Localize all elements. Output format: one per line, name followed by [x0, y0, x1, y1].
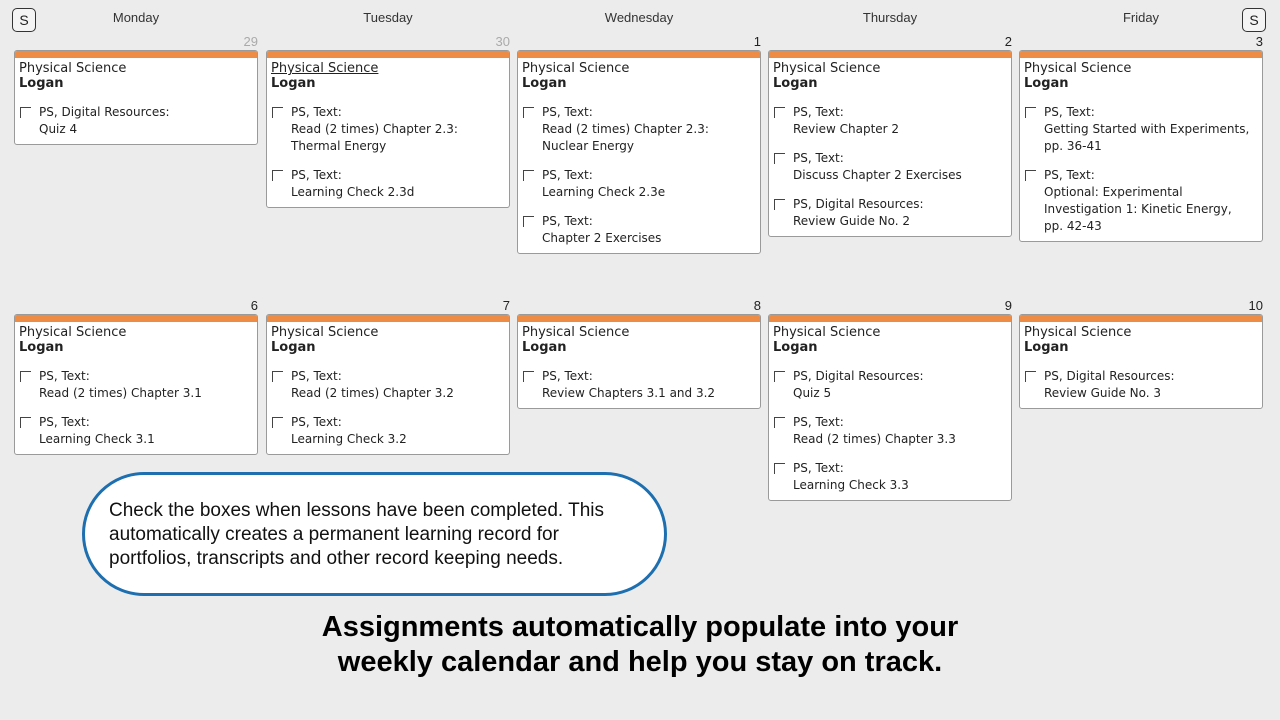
assignment-source: PS, Digital Resources: — [793, 369, 924, 383]
assignment-item — [267, 104, 509, 155]
assignment-source: PS, Text: — [542, 168, 593, 182]
completion-checkbox[interactable] — [20, 371, 31, 382]
assignment-card-tuesday-w2 — [266, 314, 510, 455]
student-name: Logan — [19, 76, 64, 91]
assignment-text: Read (2 times) Chapter 2.3: — [542, 122, 709, 136]
course-title[interactable]: Physical Science — [19, 325, 127, 340]
callout-line: automatically creates a permanent learning record for — [109, 524, 559, 545]
assignment-source: PS, Text: — [291, 168, 342, 182]
assignment-text: pp. 42-43 — [1044, 219, 1102, 233]
assignment-text: Read (2 times) Chapter 3.3 — [793, 432, 956, 446]
assignment-item — [518, 104, 760, 155]
student-name: Logan — [1024, 76, 1069, 91]
assignment-source: PS, Text: — [291, 105, 342, 119]
completion-checkbox[interactable] — [20, 107, 31, 118]
completion-checkbox[interactable] — [774, 371, 785, 382]
instruction-callout — [82, 472, 667, 596]
assignment-item — [518, 213, 760, 247]
day-header-friday: Friday — [1122, 10, 1160, 25]
card-color-bar — [1020, 51, 1262, 58]
date-number: 10 — [1248, 298, 1263, 313]
assignment-item — [15, 104, 257, 138]
assignment-text: Optional: Experimental — [1044, 185, 1183, 199]
card-color-bar — [267, 315, 509, 322]
date-number: 1 — [753, 34, 761, 49]
day-header-thursday: Thursday — [862, 10, 918, 25]
completion-checkbox[interactable] — [1025, 170, 1036, 181]
assignment-source: PS, Text: — [39, 369, 90, 383]
assignment-source: PS, Digital Resources: — [1044, 369, 1175, 383]
assignment-item — [15, 414, 257, 448]
course-title[interactable]: Physical Science — [1024, 61, 1132, 76]
assignment-text: Quiz 5 — [793, 386, 832, 400]
assignment-source: PS, Digital Resources: — [793, 197, 924, 211]
card-color-bar — [15, 51, 257, 58]
assignment-item — [769, 150, 1011, 184]
assignment-item — [267, 368, 509, 402]
assignment-card-wednesday-w2 — [517, 314, 761, 409]
student-name: Logan — [1024, 340, 1069, 355]
assignment-text: Chapter 2 Exercises — [542, 231, 662, 245]
completion-checkbox[interactable] — [20, 417, 31, 428]
assignment-source: PS, Text: — [542, 369, 593, 383]
student-name: Logan — [522, 76, 567, 91]
card-color-bar — [267, 51, 509, 58]
marketing-tagline — [240, 610, 1040, 680]
assignment-card-wednesday-w1 — [517, 50, 761, 254]
assignment-item — [518, 167, 760, 201]
assignment-source: PS, Text: — [793, 151, 844, 165]
completion-checkbox[interactable] — [774, 463, 785, 474]
card-color-bar — [769, 51, 1011, 58]
card-color-bar — [15, 315, 257, 322]
day-header-tuesday: Tuesday — [363, 10, 413, 25]
tagline-line: weekly calendar and help you stay on track. — [337, 646, 943, 678]
student-name: Logan — [773, 76, 818, 91]
assignment-text: Quiz 4 — [39, 122, 78, 136]
completion-checkbox[interactable] — [1025, 371, 1036, 382]
callout-line: portfolios, transcripts and other record keeping needs. — [109, 548, 564, 569]
assignment-card-monday-w2 — [14, 314, 258, 455]
assignment-text: Review Guide No. 2 — [793, 214, 911, 228]
student-name: Logan — [773, 340, 818, 355]
completion-checkbox[interactable] — [523, 107, 534, 118]
assignment-item — [1020, 167, 1262, 235]
course-title[interactable]: Physical Science — [773, 61, 881, 76]
assignment-text: Read (2 times) Chapter 2.3: — [291, 122, 458, 136]
date-number: 8 — [753, 298, 761, 313]
completion-checkbox[interactable] — [272, 107, 283, 118]
completion-checkbox[interactable] — [774, 153, 785, 164]
assignment-card-monday-w1 — [14, 50, 258, 145]
assignment-text: Read (2 times) Chapter 3.2 — [291, 386, 454, 400]
date-number: 30 — [495, 34, 510, 49]
student-name: Logan — [19, 340, 64, 355]
date-number: 6 — [250, 298, 258, 313]
assignment-source: PS, Text: — [291, 369, 342, 383]
course-title[interactable]: Physical Science — [522, 61, 630, 76]
assignment-card-thursday-w2 — [768, 314, 1012, 501]
callout-line: Check the boxes when lessons have been completed. This — [109, 500, 605, 521]
course-title[interactable]: Physical Science — [271, 325, 379, 340]
assignment-source: PS, Text: — [542, 105, 593, 119]
completion-checkbox[interactable] — [272, 417, 283, 428]
student-name: Logan — [271, 76, 316, 91]
completion-checkbox[interactable] — [1025, 107, 1036, 118]
assignment-text: Discuss Chapter 2 Exercises — [793, 168, 962, 182]
assignment-item — [769, 196, 1011, 230]
assignment-text: Review Chapters 3.1 and 3.2 — [542, 386, 716, 400]
day-header-monday: Monday — [112, 10, 160, 25]
course-title[interactable]: Physical Science — [19, 61, 127, 76]
assignment-source: PS, Text: — [1044, 168, 1095, 182]
card-color-bar — [518, 315, 760, 322]
assignment-text: Investigation 1: Kinetic Energy, — [1044, 202, 1232, 216]
date-number: 3 — [1255, 34, 1263, 49]
card-color-bar — [769, 315, 1011, 322]
assignment-item — [1020, 104, 1262, 155]
assignment-item — [518, 368, 760, 402]
card-color-bar — [518, 51, 760, 58]
assignment-source: PS, Text: — [793, 105, 844, 119]
assignment-text: Getting Started with Experiments, — [1044, 122, 1250, 136]
completion-checkbox[interactable] — [523, 170, 534, 181]
assignment-text: Review Chapter 2 — [793, 122, 900, 136]
assignment-text: Review Guide No. 3 — [1044, 386, 1162, 400]
next-week-button[interactable]: S — [1242, 8, 1266, 32]
assignment-item — [769, 460, 1011, 494]
assignment-item — [1020, 368, 1262, 402]
card-color-bar — [1020, 315, 1262, 322]
course-title[interactable]: Physical Science — [522, 325, 630, 340]
date-number: 9 — [1004, 298, 1012, 313]
completion-checkbox[interactable] — [523, 371, 534, 382]
assignment-card-tuesday-w1 — [266, 50, 510, 208]
assignment-item — [769, 368, 1011, 402]
date-number: 7 — [502, 298, 510, 313]
assignment-text: Learning Check 2.3e — [542, 185, 666, 199]
day-header-wednesday: Wednesday — [604, 10, 674, 25]
completion-checkbox[interactable] — [272, 371, 283, 382]
assignment-item — [267, 414, 509, 448]
assignment-source: PS, Text: — [793, 461, 844, 475]
course-title[interactable]: Physical Science — [1024, 325, 1132, 340]
assignment-item — [267, 167, 509, 201]
completion-checkbox[interactable] — [774, 417, 785, 428]
assignment-source: PS, Digital Resources: — [39, 105, 170, 119]
student-name: Logan — [271, 340, 316, 355]
assignment-card-friday-w2 — [1019, 314, 1263, 409]
assignment-text: Read (2 times) Chapter 3.1 — [39, 386, 202, 400]
assignment-text: Learning Check 3.1 — [39, 432, 155, 446]
completion-checkbox[interactable] — [774, 107, 785, 118]
assignment-text: Learning Check 3.2 — [291, 432, 407, 446]
assignment-text: Learning Check 3.3 — [793, 478, 909, 492]
tagline-line: Assignments automatically populate into your — [321, 611, 959, 643]
assignment-item — [15, 368, 257, 402]
course-title[interactable]: Physical Science — [773, 325, 881, 340]
completion-checkbox[interactable] — [523, 216, 534, 227]
assignment-source: PS, Text: — [793, 415, 844, 429]
completion-checkbox[interactable] — [774, 199, 785, 210]
completion-checkbox[interactable] — [272, 170, 283, 181]
student-name: Logan — [522, 340, 567, 355]
assignment-source: PS, Text: — [39, 415, 90, 429]
date-number: 2 — [1004, 34, 1012, 49]
assignment-card-friday-w1 — [1019, 50, 1263, 242]
assignment-text: Learning Check 2.3d — [291, 185, 415, 199]
assignment-text: Thermal Energy — [291, 139, 387, 153]
assignment-item — [769, 104, 1011, 138]
course-title[interactable]: Physical Science — [271, 61, 379, 76]
assignment-card-thursday-w1 — [768, 50, 1012, 237]
assignment-source: PS, Text: — [1044, 105, 1095, 119]
assignment-source: PS, Text: — [542, 214, 593, 228]
assignment-text: pp. 36-41 — [1044, 139, 1102, 153]
assignment-source: PS, Text: — [291, 415, 342, 429]
date-number: 29 — [243, 34, 258, 49]
assignment-item — [769, 414, 1011, 448]
assignment-text: Nuclear Energy — [542, 139, 635, 153]
prev-week-button[interactable]: S — [12, 8, 36, 32]
